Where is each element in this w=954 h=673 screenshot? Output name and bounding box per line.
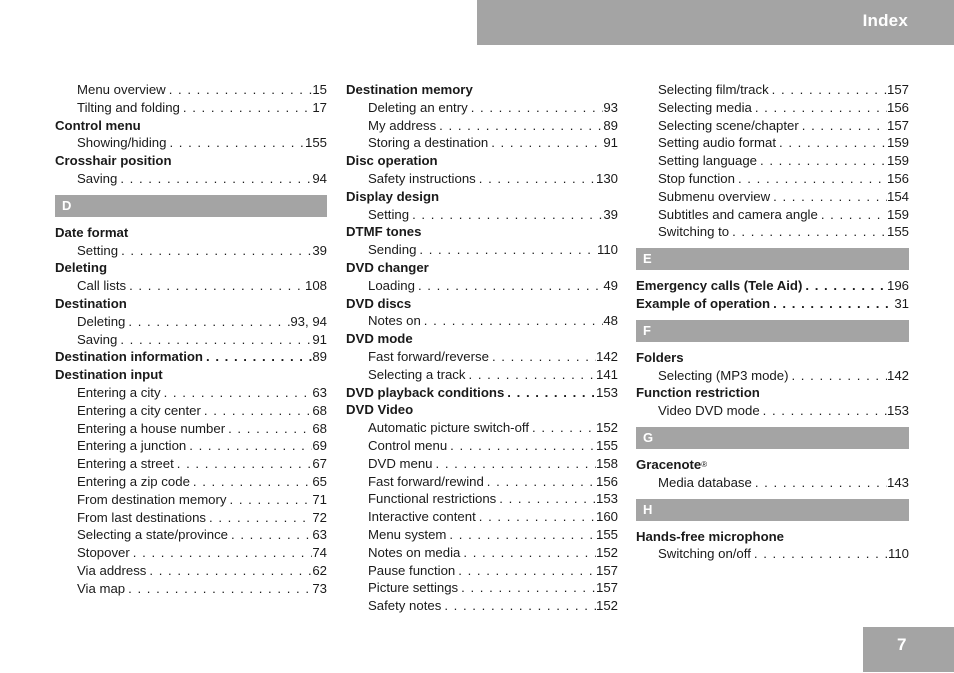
index-entry [346, 152, 618, 170]
dot-leader [460, 544, 596, 562]
dot-leader [504, 384, 596, 402]
page-ref: 91 [603, 135, 618, 151]
entry-text: Saving [77, 331, 118, 347]
dot-leader [206, 509, 312, 527]
index-subentry [636, 170, 909, 188]
index-subentry [346, 473, 618, 491]
page-ref: 143 [886, 474, 909, 490]
entry-text: DVD discs [346, 295, 412, 311]
index-entry [636, 295, 909, 313]
page-number-box [863, 627, 954, 672]
page-ref: 154 [886, 188, 909, 204]
page-ref: 17 [312, 99, 327, 115]
page-ref: 63 [312, 384, 327, 400]
entry-text: Setting [368, 206, 410, 222]
dot-leader [802, 277, 887, 295]
page-ref: 62 [312, 562, 327, 578]
index-subentry [55, 402, 327, 420]
entry-text: Switching on/off [658, 546, 751, 562]
entry-text: Tilting and folding [77, 99, 180, 115]
dot-leader [476, 170, 596, 188]
page-ref: 152 [595, 420, 618, 436]
index-subentry [346, 455, 618, 473]
index-subentry [55, 437, 327, 455]
entry-text: Selecting a state/province [77, 527, 229, 543]
header-bar [477, 0, 954, 45]
page-ref: 156 [886, 99, 909, 115]
index-subentry [346, 562, 618, 580]
page-ref: 48 [603, 313, 618, 329]
page-ref: 157 [886, 82, 909, 97]
entry-text: Control menu [368, 437, 448, 453]
index-entry [636, 528, 909, 546]
entry-text: Submenu overview [658, 188, 771, 204]
page-ref: 72 [312, 509, 327, 525]
entry-text: Hands-free microphone [636, 528, 785, 544]
index-entry [55, 224, 327, 242]
entry-text: Subtitles and camera angle [658, 206, 818, 222]
entry-text: Crosshair position [55, 153, 172, 169]
page-ref: 155 [886, 224, 909, 240]
entry-text: Gracenote [636, 456, 702, 472]
dot-leader [433, 455, 596, 473]
index-entry [346, 188, 618, 206]
index-subentry [55, 313, 327, 331]
entry-text: Entering a zip code [77, 473, 190, 489]
entry-text: Safety notes [368, 598, 442, 614]
index-subentry [346, 597, 618, 615]
entry-text: Entering a house number [77, 420, 226, 436]
index-column-2 [346, 81, 618, 615]
index-subentry [346, 241, 618, 259]
dot-leader [118, 242, 312, 260]
entry-text: Notes on media [368, 544, 461, 560]
index-subentry [346, 348, 618, 366]
index-entry [346, 259, 618, 277]
dot-leader [447, 437, 596, 455]
index-subentry [636, 223, 909, 241]
dot-leader [436, 117, 603, 135]
page-ref: 49 [603, 277, 618, 293]
entry-text: Deleting [77, 313, 126, 329]
entry-text: Date format [55, 224, 129, 240]
dot-leader [757, 152, 887, 170]
entry-text: Loading [368, 277, 415, 293]
entry-text: Example of operation [636, 295, 771, 311]
entry-text: Menu system [368, 526, 447, 542]
entry-text: My address [368, 117, 437, 133]
page-title: Index [862, 11, 908, 30]
dot-leader [735, 170, 887, 188]
section-letter-e: E [636, 248, 909, 270]
index-entry [346, 330, 618, 348]
index-subentry [346, 508, 618, 526]
index-entry [346, 81, 618, 99]
index-subentry [346, 134, 618, 152]
entry-text: Destination memory [346, 82, 473, 97]
page-ref: 93, 94 [290, 313, 327, 329]
dot-leader [441, 597, 596, 615]
dot-leader [760, 402, 887, 420]
entry-text: Deleting [55, 260, 108, 276]
index-subentry [346, 206, 618, 224]
page-ref: 156 [886, 170, 909, 186]
entry-text: Stopover [77, 545, 130, 561]
index-subentry [55, 331, 327, 349]
entry-text: DVD Video [346, 402, 414, 418]
page-ref: 142 [886, 367, 909, 383]
entry-text: Destination information [55, 349, 203, 365]
page-ref: 110 [887, 546, 909, 562]
entry-text: Stop function [658, 170, 735, 186]
dot-leader [729, 223, 887, 241]
entry-text: Switching to [658, 224, 730, 240]
index-entry [346, 401, 618, 419]
page-ref: 160 [595, 509, 618, 525]
page-ref: 74 [312, 545, 327, 561]
index-column-3 [636, 81, 909, 563]
entry-text: Selecting (MP3 mode) [658, 367, 789, 383]
entry-text: Deleting an entry [368, 99, 468, 115]
page-ref: 152 [595, 544, 618, 560]
dot-leader [228, 526, 312, 544]
index-subentry [346, 437, 618, 455]
dot-leader [190, 473, 312, 491]
dot-leader [227, 491, 313, 509]
index-subentry [55, 544, 327, 562]
entry-text: Selecting scene/chapter [658, 117, 799, 133]
page-ref: 73 [312, 580, 327, 596]
index-subentry [636, 188, 909, 206]
index-subentry [636, 402, 909, 420]
entry-text: Menu overview [77, 82, 166, 97]
page-ref: 152 [595, 598, 618, 614]
page-ref: 153 [595, 491, 618, 507]
dot-leader [416, 241, 597, 259]
index-subentry [636, 367, 909, 385]
index-subentry [55, 562, 327, 580]
index-entry [346, 223, 618, 241]
dot-leader [201, 402, 312, 420]
dot-leader [225, 420, 312, 438]
section-letter-h: H [636, 499, 909, 521]
entry-text: Sending [368, 242, 417, 258]
entry-text: DVD menu [368, 455, 433, 471]
index-entry [55, 295, 327, 313]
dot-leader [484, 473, 596, 491]
entry-text: Selecting a track [368, 366, 466, 382]
index-subentry [346, 579, 618, 597]
page-ref: 91 [312, 331, 327, 347]
dot-leader [466, 366, 596, 384]
dot-leader [166, 134, 305, 152]
page-ref: 155 [595, 437, 618, 453]
dot-leader [446, 526, 596, 544]
index-column-1 [55, 81, 327, 598]
index-subentry [636, 81, 909, 99]
page-ref: 159 [886, 206, 909, 222]
page-ref: 39 [312, 242, 327, 258]
entry-text: Setting audio format [658, 135, 777, 151]
page-ref: 110 [596, 242, 618, 258]
entry-text: Emergency calls (Tele Aid) [636, 278, 803, 294]
dot-leader [203, 348, 312, 366]
dot-leader [770, 188, 887, 206]
index-entry [55, 366, 327, 384]
index-subentry [346, 117, 618, 135]
page-ref: 153 [595, 384, 618, 400]
index-subentry [636, 206, 909, 224]
page-ref: 39 [603, 206, 618, 222]
entry-text: DVD mode [346, 331, 413, 347]
page-ref: 68 [312, 402, 327, 418]
index-subentry [55, 580, 327, 598]
page-ref: 89 [603, 117, 618, 133]
index-subentry [55, 134, 327, 152]
entry-text: Entering a city center [77, 402, 201, 418]
index-subentry [636, 152, 909, 170]
section-letter-g: G [636, 427, 909, 449]
page-ref: 130 [595, 170, 618, 186]
index-subentry [346, 312, 618, 330]
page-ref: 157 [595, 562, 618, 578]
index-subentry [55, 81, 327, 99]
entry-text: Functional restrictions [368, 491, 497, 507]
entry-text: Storing a destination [368, 135, 489, 151]
index-entry [55, 348, 327, 366]
dot-leader [776, 134, 887, 152]
dot-leader [117, 170, 312, 188]
page-ref: 156 [595, 473, 618, 489]
dot-leader [818, 206, 887, 224]
index-subentry [636, 117, 909, 135]
entry-text: DVD changer [346, 259, 429, 275]
entry-text: Call lists [77, 278, 127, 294]
index-subentry [346, 170, 618, 188]
page-ref: 65 [312, 473, 327, 489]
dot-leader [125, 313, 290, 331]
entry-text: Destination input [55, 367, 163, 383]
index-subentry [55, 242, 327, 260]
index-entry [636, 384, 909, 402]
page-ref: 157 [595, 580, 618, 596]
page-ref: 69 [312, 438, 327, 454]
entry-text: Selecting film/track [658, 82, 769, 97]
dot-leader [476, 508, 596, 526]
page-ref: 71 [312, 491, 327, 507]
index-entry [346, 384, 618, 402]
entry-text: From last destinations [77, 509, 206, 525]
section-letter-d: D [55, 195, 327, 217]
page-ref: 155 [595, 526, 618, 542]
index-subentry [55, 170, 327, 188]
entry-text: Display design [346, 188, 440, 204]
dot-leader [751, 545, 888, 563]
dot-leader [769, 81, 887, 99]
page-ref: 159 [886, 135, 909, 151]
dot-leader [126, 277, 305, 295]
entry-text: Destination [55, 295, 127, 311]
entry-text: Interactive content [368, 509, 476, 525]
index-subentry [55, 455, 327, 473]
page-ref: 196 [886, 278, 909, 294]
dot-leader [489, 348, 596, 366]
page-ref: 31 [894, 295, 909, 311]
dot-leader [409, 206, 603, 224]
index-entry [55, 117, 327, 135]
index-subentry [55, 384, 327, 402]
entry-text: Via map [77, 580, 126, 596]
entry-text: Safety instructions [368, 170, 476, 186]
entry-text: Entering a junction [77, 438, 187, 454]
index-entry [636, 349, 909, 367]
entry-text: Fast forward/reverse [368, 348, 489, 364]
entry-text: Media database [658, 474, 752, 490]
dot-leader [130, 544, 313, 562]
index-entry [636, 456, 909, 474]
section-letter-f: F [636, 320, 909, 342]
dot-leader [166, 81, 313, 99]
entry-text: Picture settings [368, 580, 459, 596]
entry-text: Showing/hiding [77, 135, 167, 151]
dot-leader [421, 312, 604, 330]
entry-text: Control menu [55, 117, 141, 133]
entry-text: From destination memory [77, 491, 227, 507]
page-ref: 94 [312, 170, 327, 186]
page-number: 7 [897, 635, 907, 654]
index-subentry [346, 99, 618, 117]
index-entry [346, 295, 618, 313]
page-ref: 67 [312, 456, 327, 472]
index-subentry [346, 526, 618, 544]
entry-text: Entering a street [77, 456, 174, 472]
page-ref: 89 [312, 349, 327, 365]
page-ref: 63 [312, 527, 327, 543]
page-ref: 15 [312, 82, 327, 97]
page-ref: 157 [886, 117, 909, 133]
dot-leader [788, 367, 887, 385]
index-subentry [346, 419, 618, 437]
entry-text: Folders [636, 349, 684, 365]
dot-leader [799, 117, 887, 135]
page-ref: 142 [595, 348, 618, 364]
dot-leader [455, 562, 596, 580]
index-subentry [346, 366, 618, 384]
dot-leader [488, 134, 603, 152]
index-subentry [346, 544, 618, 562]
dot-leader [146, 562, 312, 580]
dot-leader [496, 490, 596, 508]
index-subentry [55, 509, 327, 527]
dot-leader [770, 295, 894, 313]
entry-text: Automatic picture switch-off [368, 420, 529, 436]
index-subentry [636, 474, 909, 492]
entry-text: DTMF tones [346, 224, 422, 240]
entry-text: Function restriction [636, 385, 760, 401]
entry-text: DVD playback conditions [346, 384, 505, 400]
entry-text: Setting [77, 242, 119, 258]
entry-text: Disc operation [346, 153, 438, 169]
dot-leader [752, 474, 887, 492]
entry-text: Via address [77, 562, 147, 578]
dot-leader [529, 419, 596, 437]
page-ref: 108 [304, 278, 327, 294]
dot-leader [752, 99, 887, 117]
dot-leader [186, 437, 312, 455]
page-ref: 153 [886, 403, 909, 419]
dot-leader [161, 384, 313, 402]
dot-leader [180, 99, 312, 117]
entry-text: Setting language [658, 153, 757, 169]
dot-leader [458, 579, 596, 597]
page-ref: 68 [312, 420, 327, 436]
entry-text: Notes on [368, 313, 421, 329]
page-ref: 93 [603, 99, 618, 115]
index-entry [55, 152, 327, 170]
index-subentry [55, 491, 327, 509]
page-ref: 159 [886, 153, 909, 169]
index-subentry [55, 420, 327, 438]
index-entry [55, 259, 327, 277]
dot-leader [468, 99, 604, 117]
index-subentry [346, 490, 618, 508]
page-ref: 158 [595, 455, 618, 471]
index-subentry [55, 277, 327, 295]
dot-leader [125, 580, 312, 598]
index-subentry [55, 99, 327, 117]
entry-text: Selecting media [658, 99, 752, 115]
index-subentry [636, 99, 909, 117]
dot-leader [117, 331, 312, 349]
page-ref: 155 [304, 135, 327, 151]
registered-mark: ® [701, 459, 708, 469]
dot-leader [174, 455, 313, 473]
entry-text: Saving [77, 170, 118, 186]
page-ref: 141 [595, 366, 618, 382]
dot-leader [415, 277, 603, 295]
index-subentry [55, 526, 327, 544]
index-subentry [55, 473, 327, 491]
entry-text: Entering a city [77, 384, 161, 400]
index-subentry [346, 277, 618, 295]
entry-text: Video DVD mode [658, 403, 760, 419]
entry-text: Fast forward/rewind [368, 473, 484, 489]
entry-text: Pause function [368, 562, 456, 578]
index-subentry [636, 545, 909, 563]
index-subentry [636, 134, 909, 152]
index-entry [636, 277, 909, 295]
